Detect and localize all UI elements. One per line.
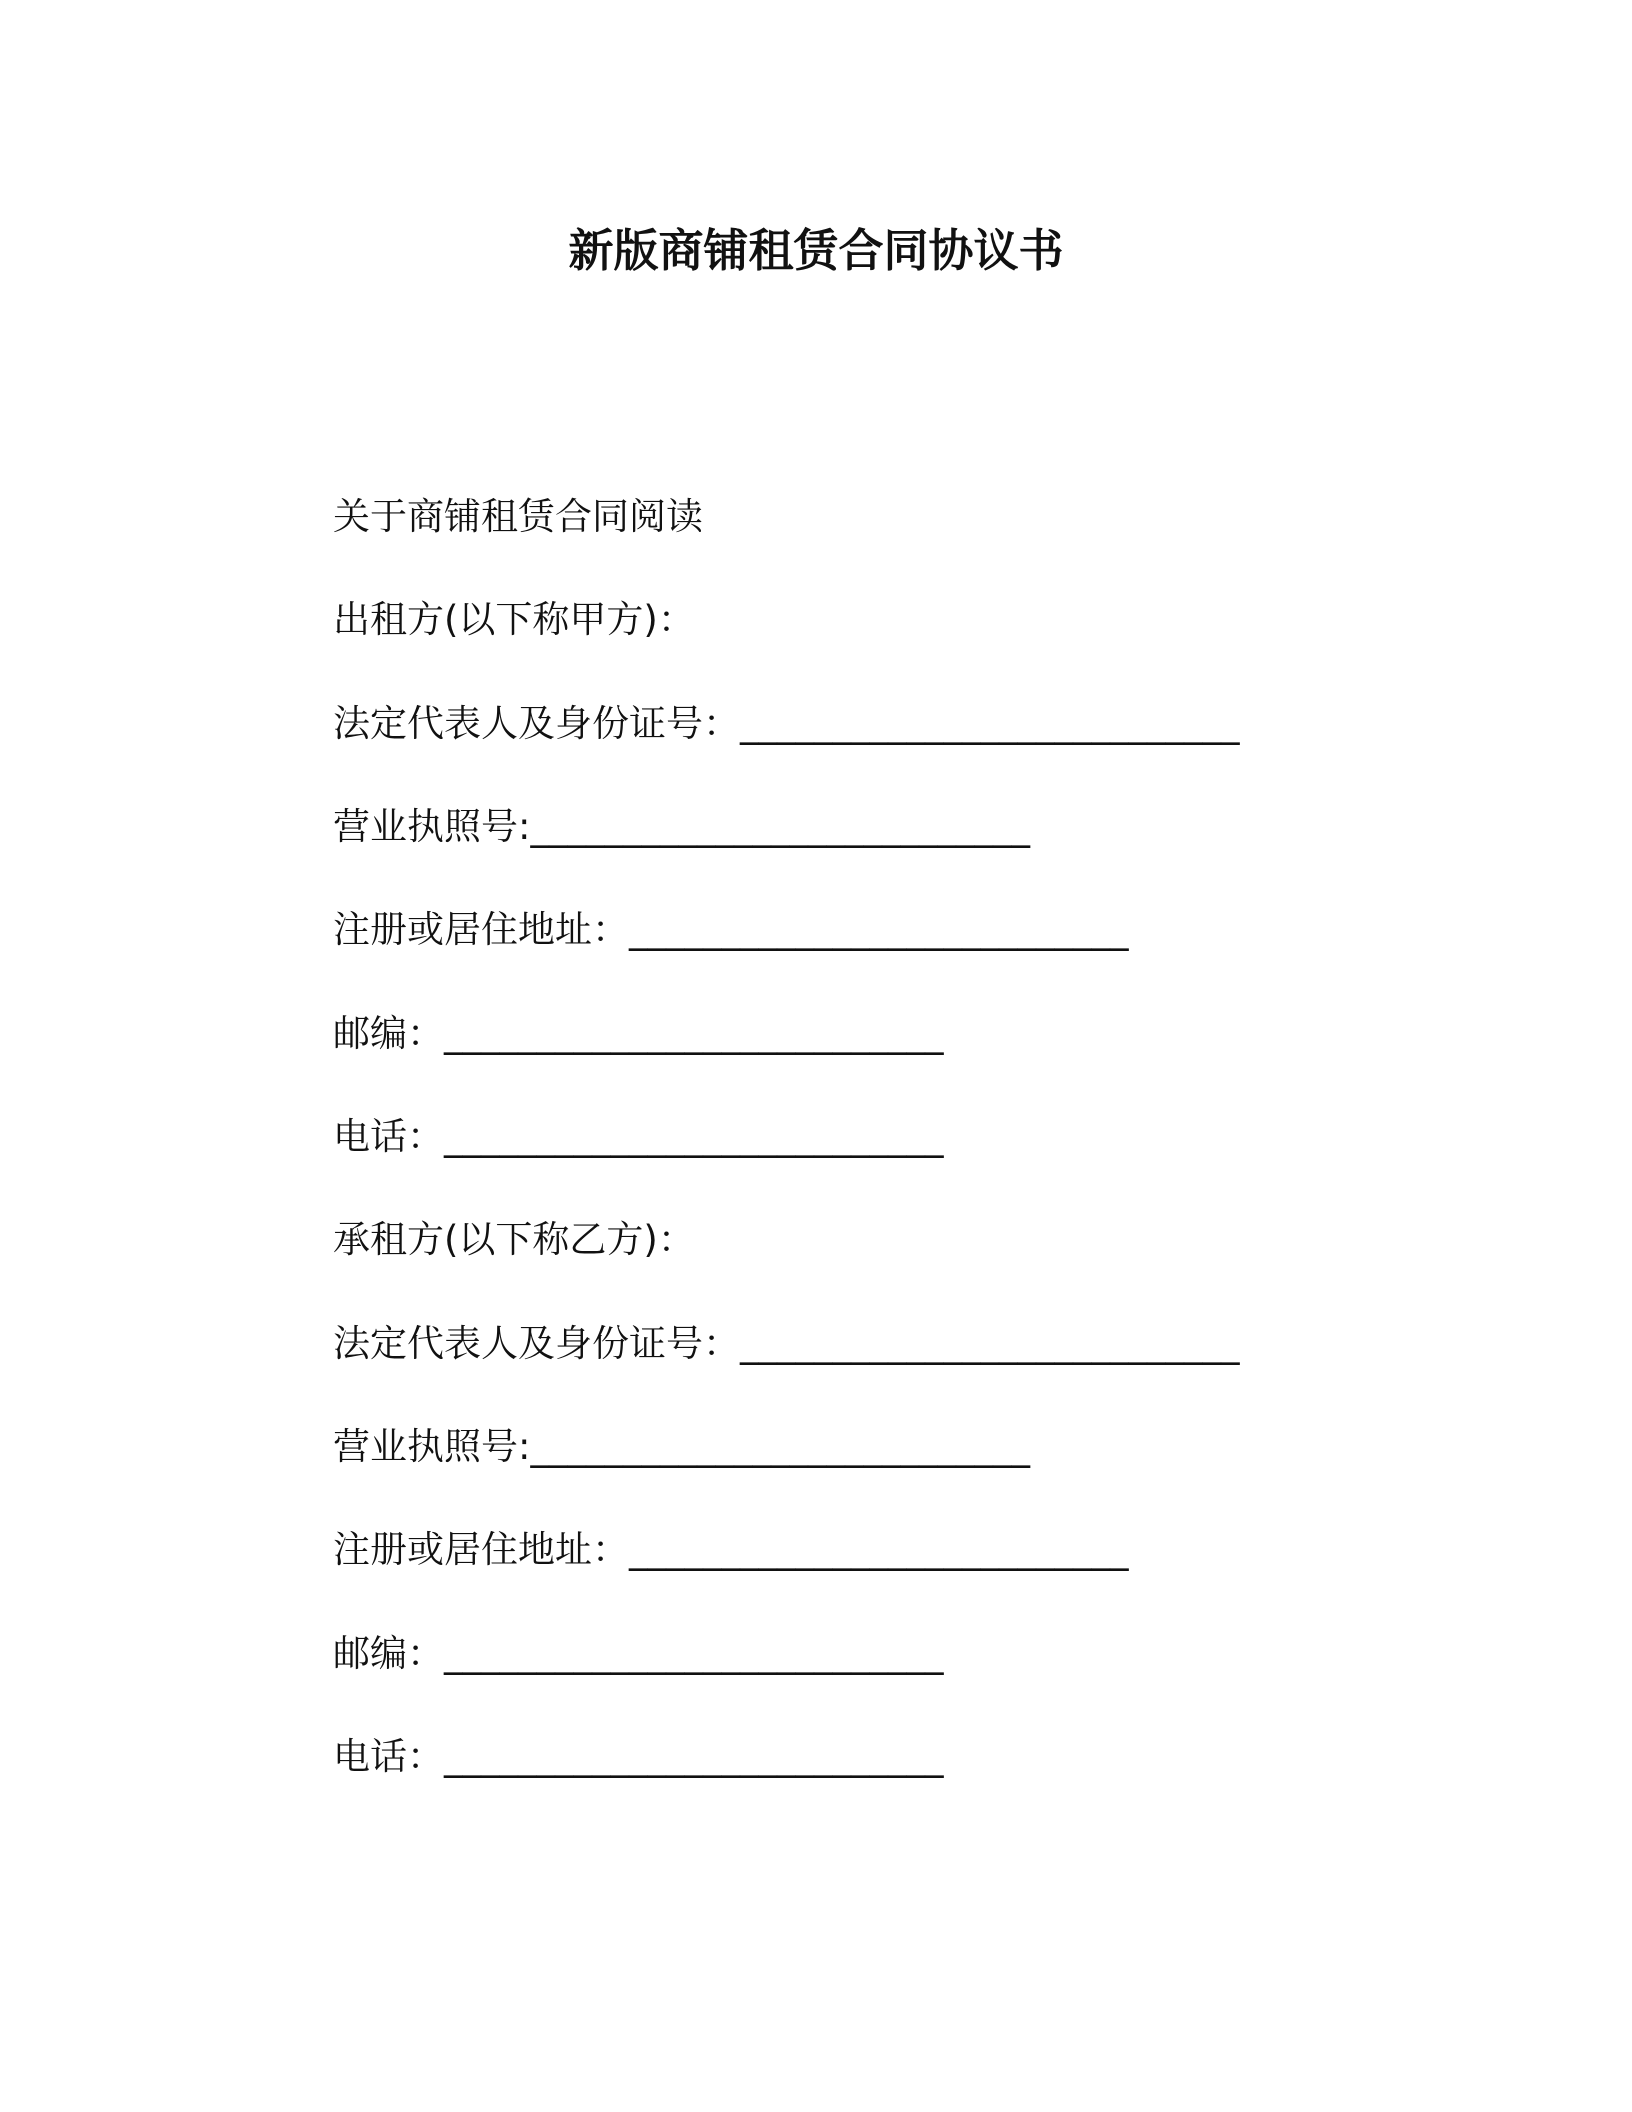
lessee-address-blank: ___________________________: [629, 1528, 1129, 1572]
lessor-license-blank: ___________________________: [530, 804, 1030, 848]
lessor-license-label: 营业执照号:: [333, 804, 531, 848]
lessor-phone-label: 电话：: [333, 1114, 444, 1158]
lessee-address-line: [333, 1498, 1533, 1601]
lessor-heading: 出租方(以下称甲方)：: [333, 598, 695, 642]
lessor-legal-rep-id-blank: ___________________________: [740, 701, 1240, 745]
lessor-address-line: [333, 878, 1533, 981]
lessor-postcode-blank: ___________________________: [444, 1011, 944, 1055]
lessee-address-label: 注册或居住地址：: [333, 1528, 629, 1572]
lessee-license-line: [333, 1395, 1533, 1498]
document-title: 新版商铺租赁合同协议书: [568, 224, 1064, 277]
lessee-legal-rep-id-label: 法定代表人及身份证号：: [333, 1321, 740, 1365]
lessee-heading: 承租方(以下称乙方)：: [333, 1218, 695, 1262]
lessee-legal-rep-id-blank: ___________________________: [740, 1321, 1240, 1365]
lessor-phone-blank: ___________________________: [444, 1114, 944, 1158]
lessee-license-label: 营业执照号:: [333, 1424, 531, 1468]
lessor-phone-line: [333, 1085, 1533, 1188]
lessor-license-line: [333, 775, 1533, 878]
lessor-postcode-label: 邮编：: [333, 1011, 444, 1055]
lessee-postcode-line: [333, 1602, 1533, 1705]
lessee-phone-blank: ___________________________: [444, 1734, 944, 1778]
lessee-postcode-blank: ___________________________: [444, 1631, 944, 1675]
lessor-address-label: 注册或居住地址：: [333, 908, 629, 952]
lessor-legal-rep-id-line: [333, 672, 1533, 775]
lessee-legal-rep-id-line: [333, 1292, 1533, 1395]
lessee-phone-label: 电话：: [333, 1734, 444, 1778]
lessee-phone-line: [333, 1705, 1533, 1808]
lessee-license-blank: ___________________________: [530, 1424, 1030, 1468]
lessor-postcode-line: [333, 982, 1533, 1085]
lessee-postcode-label: 邮编：: [333, 1631, 444, 1675]
lessor-legal-rep-id-label: 法定代表人及身份证号：: [333, 701, 740, 745]
document-body: [333, 465, 1533, 1808]
lessor-address-blank: ___________________________: [629, 908, 1129, 952]
intro-line: 关于商铺租赁合同阅读: [333, 495, 703, 538]
